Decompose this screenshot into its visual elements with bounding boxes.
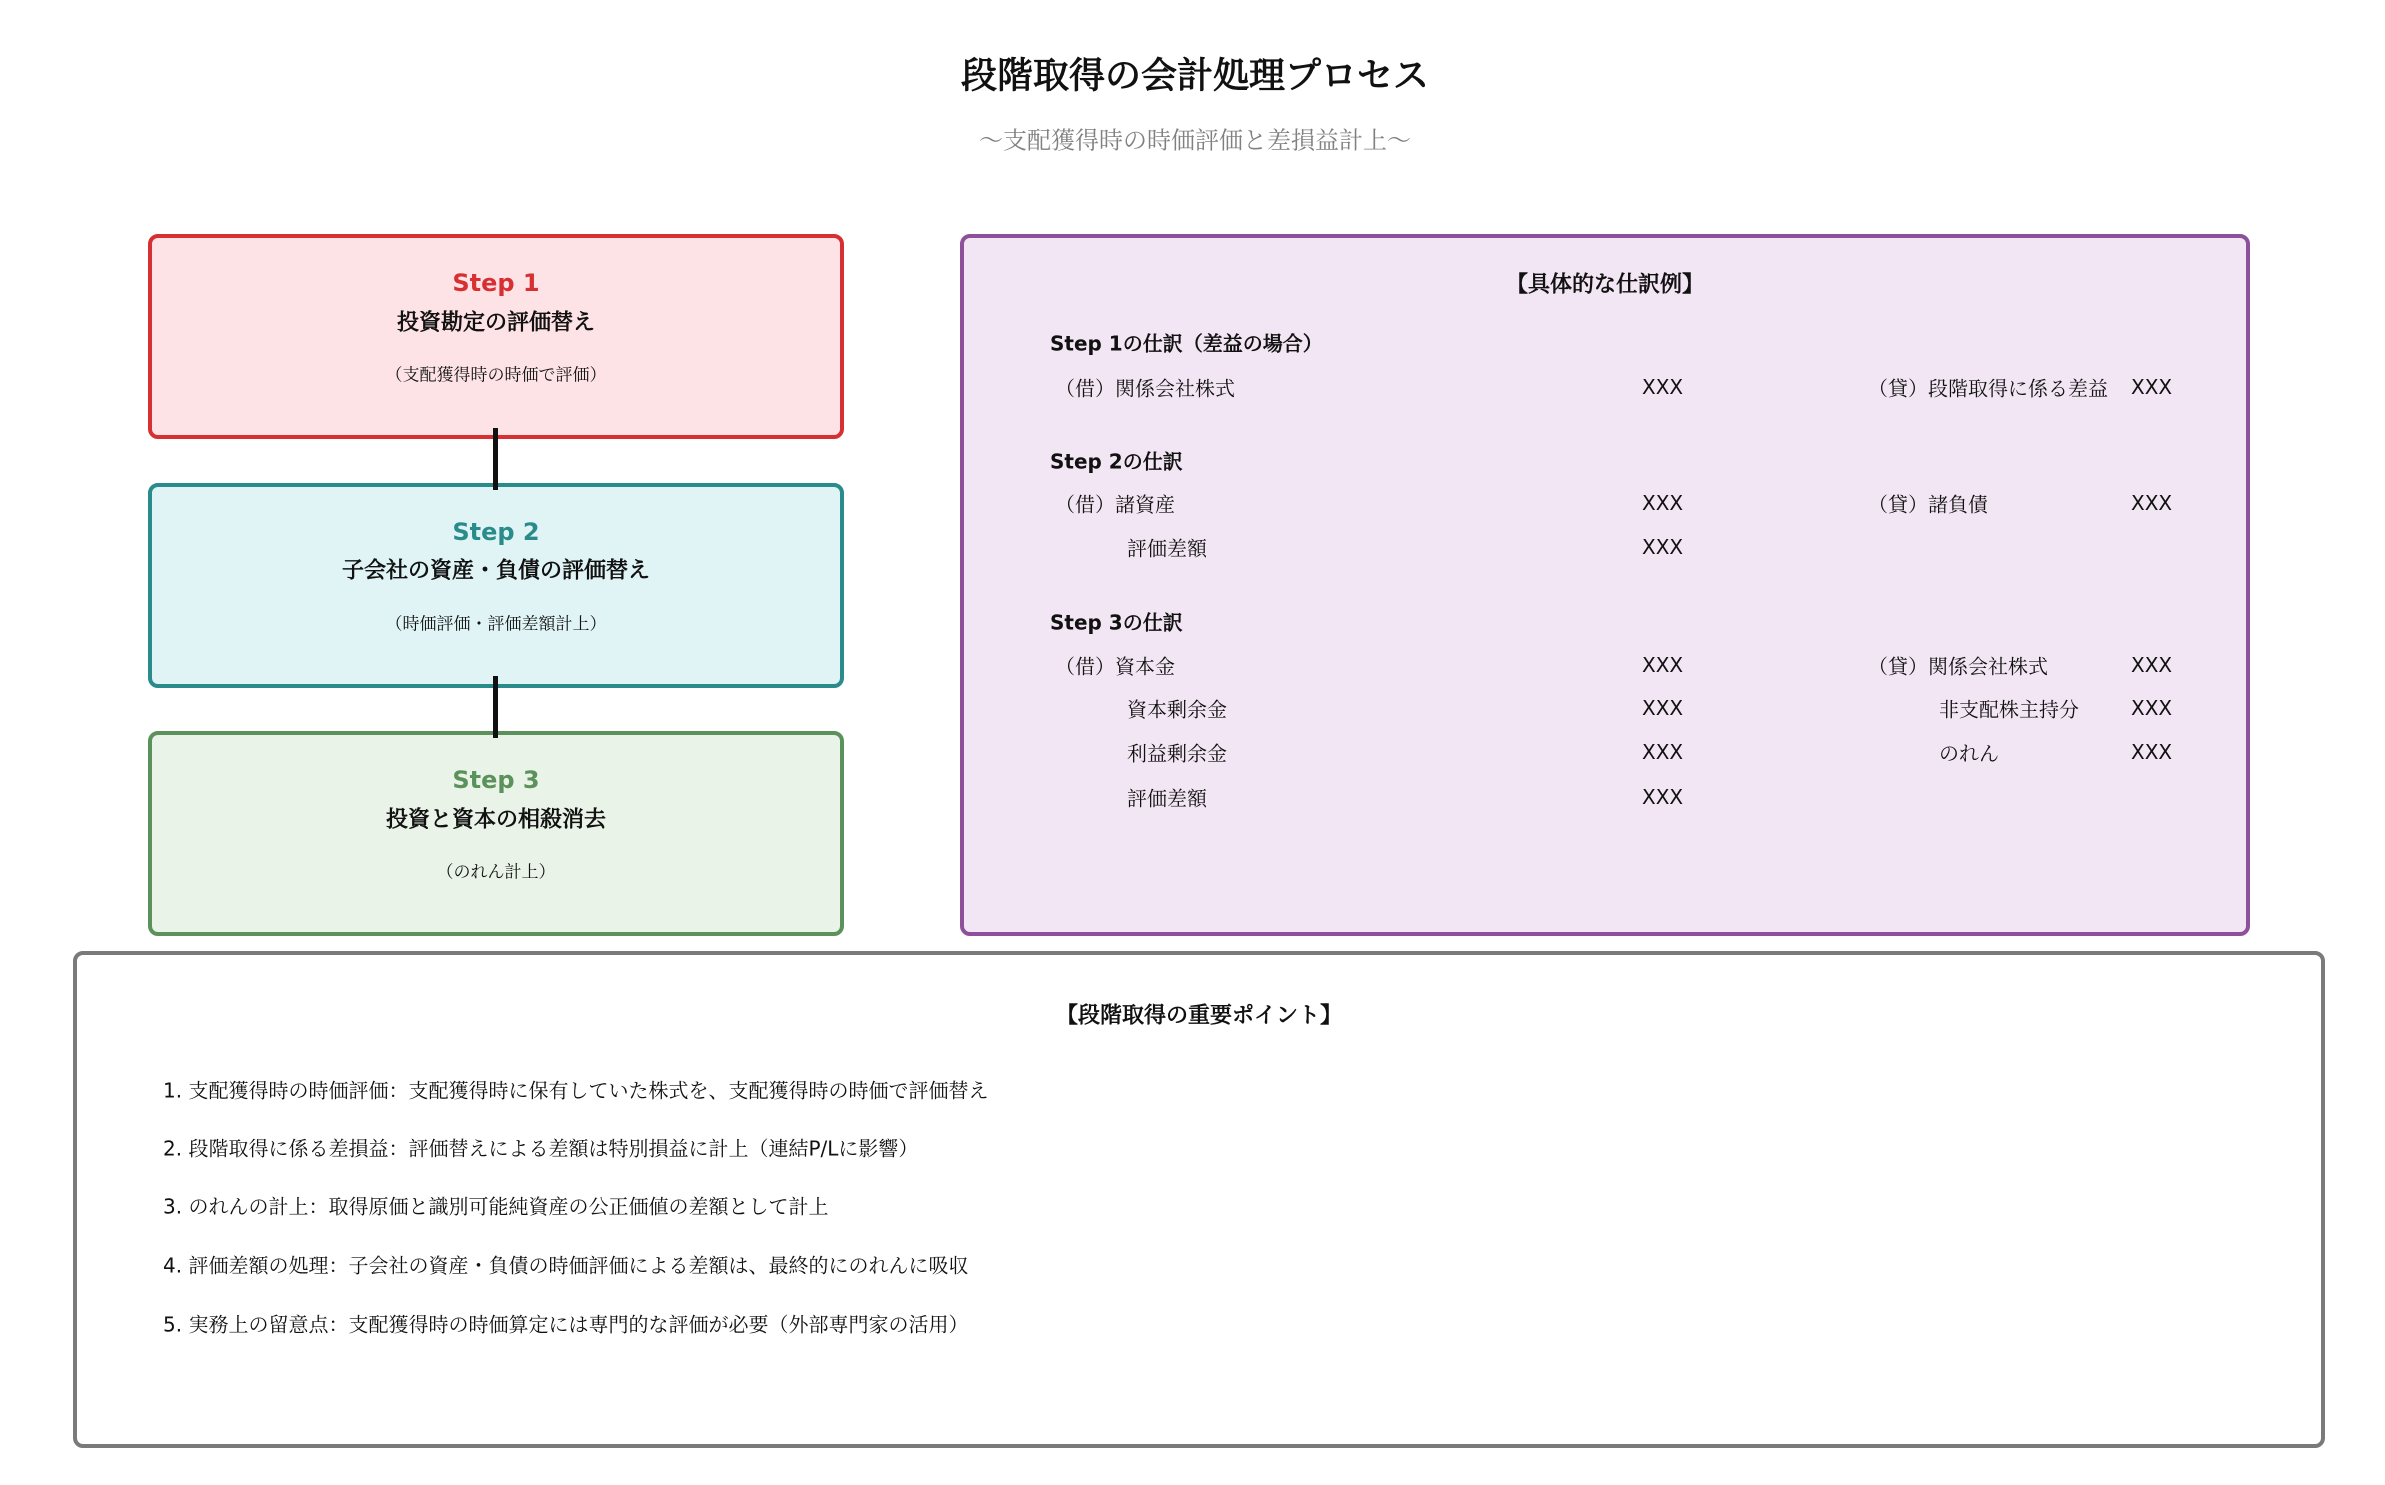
debit-account: （借）関係会社株式 xyxy=(1055,376,1235,401)
page-title: 段階取得の会計処理プロセス xyxy=(960,55,1430,97)
debit-amount: XXX xyxy=(1642,491,1684,515)
debit-amount: XXX xyxy=(1642,535,1684,559)
debit-account: 評価差額 xyxy=(1127,536,1207,561)
credit-account: （貸）段階取得に係る差益 xyxy=(1868,376,2108,401)
credit-amount: XXX xyxy=(2131,375,2173,399)
key-point-item: 1. 支配獲得時の時価評価：支配獲得時に保有していた株式を、支配獲得時の時価で評価替え xyxy=(163,1078,989,1103)
step-1-label: Step 1 xyxy=(452,269,540,297)
credit-amount: XXX xyxy=(2131,740,2173,764)
credit-amount: XXX xyxy=(2131,653,2173,677)
debit-account: 利益剰余金 xyxy=(1127,741,1227,766)
step-3-box xyxy=(148,731,844,936)
key-point-item: 5. 実務上の留意点：支配獲得時の時価算定には専門的な評価が必要（外部専門家の活用） xyxy=(163,1312,969,1337)
step-3-label: Step 3 xyxy=(452,766,540,794)
page-subtitle: 〜支配獲得時の時価評価と差損益計上〜 xyxy=(979,126,1411,155)
debit-amount: XXX xyxy=(1642,375,1684,399)
key-point-item: 2. 段階取得に係る差損益：評価替えによる差額は特別損益に計上（連結P/Lに影響） xyxy=(163,1136,919,1161)
journal-heading: 【具体的な仕訳例】 xyxy=(1505,272,1705,298)
debit-amount: XXX xyxy=(1642,653,1684,677)
credit-account: のれん xyxy=(1939,741,1999,766)
step-2-title: 子会社の資産・負債の評価替え xyxy=(341,558,651,584)
debit-amount: XXX xyxy=(1642,785,1684,809)
credit-amount: XXX xyxy=(2131,696,2173,720)
credit-account: （貸）関係会社株式 xyxy=(1868,654,2048,679)
debit-amount: XXX xyxy=(1642,696,1684,720)
step-3-note: （のれん計上） xyxy=(436,862,556,883)
key-point-item: 4. 評価差額の処理：子会社の資産・負債の時価評価による差額は、最終的にのれんに吸収 xyxy=(163,1253,969,1278)
key-point-item: 3. のれんの計上：取得原価と識別可能純資産の公正価値の差額として計上 xyxy=(163,1194,829,1219)
step-1-title: 投資勘定の評価替え xyxy=(396,310,596,336)
step-1-note: （支配獲得時の時価で評価） xyxy=(385,365,607,386)
debit-account: （借）資本金 xyxy=(1055,654,1175,679)
journal-step2-heading: Step 2の仕訳 xyxy=(1050,449,1183,474)
debit-amount: XXX xyxy=(1642,740,1684,764)
credit-account: （貸）諸負債 xyxy=(1868,492,1988,517)
step-2-label: Step 2 xyxy=(452,518,540,546)
credit-account: 非支配株主持分 xyxy=(1939,697,2079,722)
journal-step1-heading: Step 1の仕訳（差益の場合） xyxy=(1050,331,1323,356)
connector-2-3 xyxy=(493,676,498,738)
step-2-box xyxy=(148,483,844,688)
step-3-title: 投資と資本の相殺消去 xyxy=(385,807,607,833)
debit-account: 評価差額 xyxy=(1127,786,1207,811)
key-points-heading: 【段階取得の重要ポイント】 xyxy=(1055,1003,1343,1029)
step-1-box xyxy=(148,234,844,439)
connector-1-2 xyxy=(493,428,498,490)
debit-account: （借）諸資産 xyxy=(1055,492,1175,517)
step-2-note: （時価評価・評価差額計上） xyxy=(385,614,607,635)
debit-account: 資本剰余金 xyxy=(1127,697,1227,722)
journal-step3-heading: Step 3の仕訳 xyxy=(1050,610,1183,635)
credit-amount: XXX xyxy=(2131,491,2173,515)
